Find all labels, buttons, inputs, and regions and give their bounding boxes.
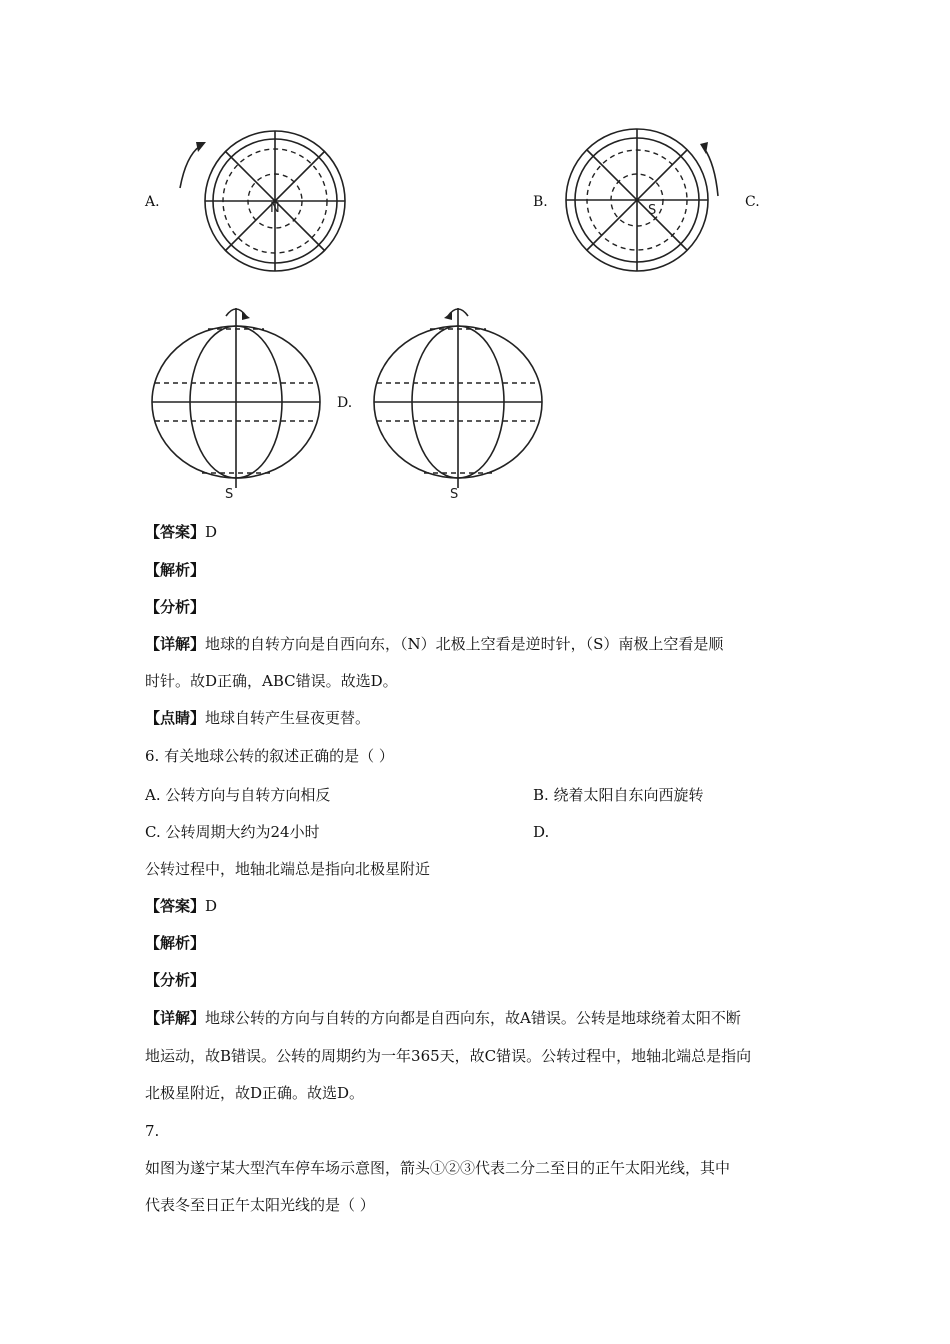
q6-detail-cont2: 北极星附近，故D正确。故选D。 [145,1084,365,1102]
figure-a-polar-view [168,126,348,276]
pole-label-d-left: S [225,487,234,502]
q6-option-a[interactable]: A. 公转方向与自转方向相反 [145,786,331,804]
q6-detail: 【详解】地球公转的方向与自转的方向都是自西向东，故A错误。公转是地球绕着太阳不断 [145,1009,741,1027]
q6-fenxi: 【分析】 [145,971,206,989]
pole-label-a: N [270,201,280,216]
q5-detail-cont: 时针。故D正确，ABC错误。故选D。 [145,672,398,690]
arrow-head-a [196,142,206,152]
rotation-arrow-a [180,146,200,188]
pole-label-d-right: S [450,487,459,502]
q6-option-c[interactable]: C. 公转周期大约为24小时 [145,823,320,841]
q7-question-line2: 代表冬至日正午太阳光线的是（ ） [145,1196,375,1214]
rotation-arrow-b [704,148,718,196]
q6-option-b[interactable]: B. 绕着太阳自东向西旋转 [533,786,704,804]
q6-option-d-text: 公转过程中，地轴北端总是指向北极星附近 [145,860,431,878]
figure-b-polar-view [560,126,730,276]
q6-question: 6. 有关地球公转的叙述正确的是（ ） [145,747,394,765]
option-b-label: B. [533,194,548,210]
option-a-label: A. [145,194,160,210]
pole-label-b: S [648,203,657,218]
q5-answer: 【答案】D [145,523,218,541]
q6-analysis: 【解析】 [145,934,206,952]
q5-point: 【点睛】地球自转产生昼夜更替。 [145,709,371,727]
q7-question-line1: 如图为遂宁某大型汽车停车场示意图，箭头①②③代表二分二至日的正午太阳光线，其中 [145,1159,731,1177]
q6-answer: 【答案】D [145,897,218,915]
q5-fenxi: 【分析】 [145,598,206,616]
figure-d-globe-left [150,300,330,502]
option-c-label: C. [745,194,760,210]
option-d-label: D. [337,395,353,411]
q5-analysis: 【解析】 [145,561,206,579]
q6-option-d[interactable]: D. [533,823,550,841]
q7-number: 7. [145,1122,160,1140]
q5-detail: 【详解】地球的自转方向是自西向东，（N）北极上空看是逆时针，（S）南极上空看是顺 [145,635,724,653]
figure-d-globe-right [372,300,552,502]
q6-detail-cont1: 地运动，故B错误。公转的周期约为一年365天，故C错误。公转过程中，地轴北端总是指向 [145,1047,752,1065]
